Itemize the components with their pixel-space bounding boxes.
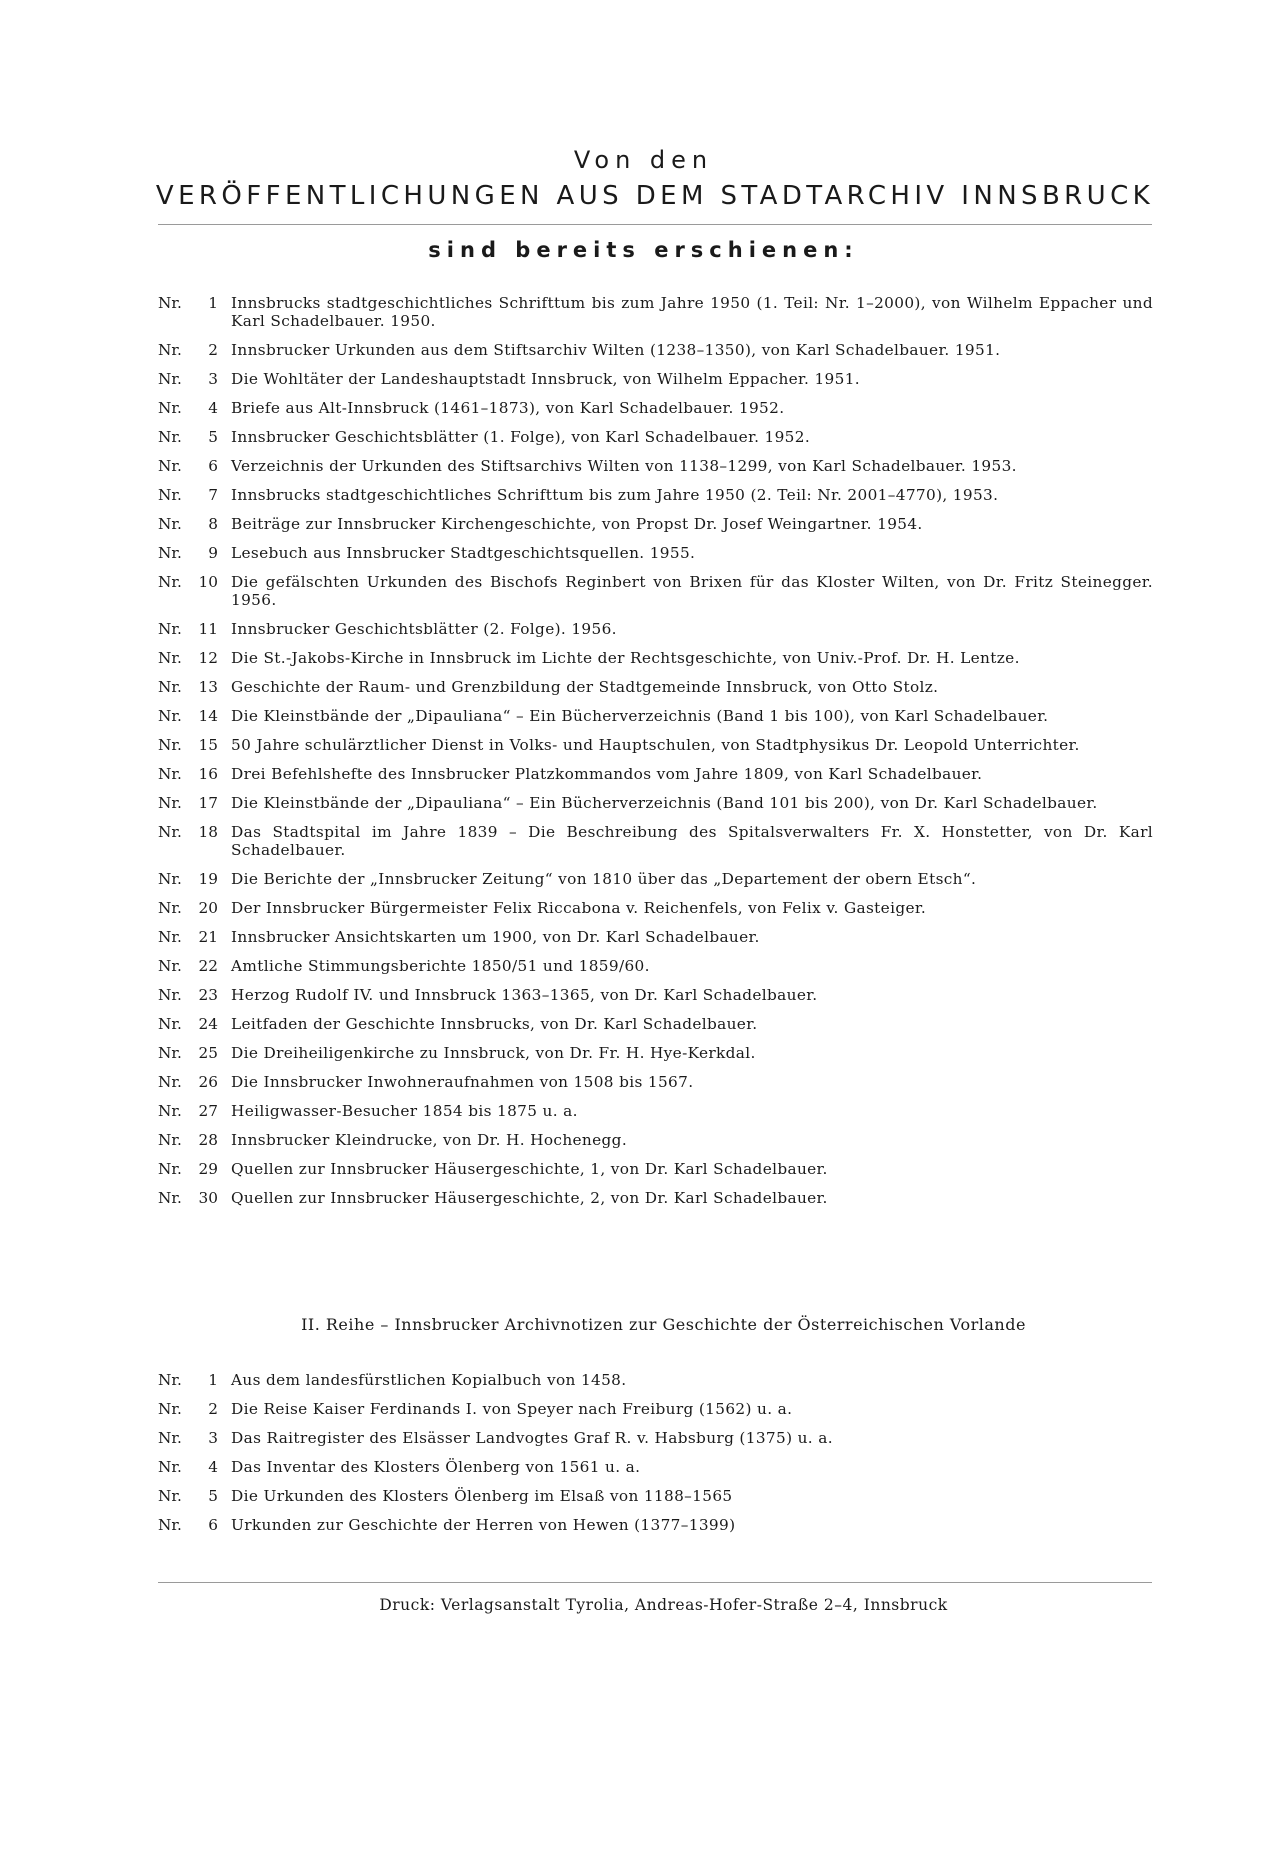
list-item [158, 899, 1153, 917]
item-number-label: Nr. [158, 1458, 182, 1476]
item-number-value: 13 [198, 678, 218, 696]
item-number-label: Nr. [158, 794, 182, 812]
item-title: Beiträge zur Innsbrucker Kirchengeschichte, von Propst Dr. Josef Weingartner. 1954. [231, 515, 923, 533]
item-number [158, 1371, 231, 1389]
item-title: Briefe aus Alt-Innsbruck (1461–1873), von Karl Schadelbauer. 1952. [231, 399, 785, 417]
item-number-label: Nr. [158, 823, 182, 841]
item-number-value: 21 [198, 928, 218, 946]
item-number-value: 8 [208, 515, 218, 533]
printer-imprint: Druck: Verlagsanstalt Tyrolia, Andreas-Hofer-Straße 2–4, Innsbruck [379, 1596, 948, 1614]
list-item [158, 1429, 1153, 1447]
list-item [158, 1073, 1153, 1091]
item-number-label: Nr. [158, 1102, 182, 1120]
list-item [158, 573, 1153, 609]
item-title: Herzog Rudolf IV. und Innsbruck 1363–1365, von Dr. Karl Schadelbauer. [231, 986, 818, 1004]
item-number [158, 573, 231, 609]
item-title: Der Innsbrucker Bürgermeister Felix Riccabona v. Reichenfels, von Felix v. Gasteiger. [231, 899, 927, 917]
list-item [158, 1487, 1153, 1505]
item-number [158, 428, 231, 446]
item-number-label: Nr. [158, 620, 182, 638]
item-number-label: Nr. [158, 457, 182, 475]
item-number-label: Nr. [158, 544, 182, 562]
item-title: Die gefälschten Urkunden des Bischofs Reginbert von Brixen für das Kloster Wilten, von Dr. Fritz Steinegger. 1956. [231, 573, 1153, 609]
item-number-label: Nr. [158, 1400, 182, 1418]
item-title: Aus dem landesfürstlichen Kopialbuch von 1458. [231, 1371, 627, 1389]
item-number-value: 1 [208, 1371, 218, 1389]
item-title: Das Raitregister des Elsässer Landvogtes Graf R. v. Habsburg (1375) u. a. [231, 1429, 833, 1447]
list-item [158, 1400, 1153, 1418]
list-item [158, 649, 1153, 667]
item-number [158, 678, 231, 696]
item-number-value: 11 [198, 620, 218, 638]
item-number-label: Nr. [158, 1429, 182, 1447]
item-title: Geschichte der Raum- und Grenzbildung der Stadtgemeinde Innsbruck, von Otto Stolz. [231, 678, 939, 696]
item-number [158, 1044, 231, 1062]
item-number-value: 15 [198, 736, 218, 754]
item-number [158, 870, 231, 888]
item-title: Quellen zur Innsbrucker Häusergeschichte, 2, von Dr. Karl Schadelbauer. [231, 1189, 828, 1207]
list-item [158, 678, 1153, 696]
item-number-value: 2 [208, 1400, 218, 1418]
series2-list [158, 1371, 1153, 1545]
item-number-label: Nr. [158, 1371, 182, 1389]
item-number [158, 544, 231, 562]
item-number-value: 6 [208, 457, 218, 475]
item-number-value: 26 [198, 1073, 218, 1091]
list-item [158, 428, 1153, 446]
item-number-value: 5 [208, 1487, 218, 1505]
list-item [158, 620, 1153, 638]
item-title: Innsbrucker Geschichtsblätter (2. Folge). 1956. [231, 620, 617, 638]
item-title: Leitfaden der Geschichte Innsbrucks, von Dr. Karl Schadelbauer. [231, 1015, 758, 1033]
item-title: Quellen zur Innsbrucker Häusergeschichte, 1, von Dr. Karl Schadelbauer. [231, 1160, 828, 1178]
item-title: 50 Jahre schulärztlicher Dienst in Volks- und Hauptschulen, von Stadtphysikus Dr. Leopold Unterrichter. [231, 736, 1080, 754]
item-number-value: 9 [208, 544, 218, 562]
item-number [158, 1102, 231, 1120]
item-number-value: 30 [198, 1189, 218, 1207]
item-title: Amtliche Stimmungsberichte 1850/51 und 1859/60. [231, 957, 650, 975]
item-number-value: 18 [198, 823, 218, 841]
item-number-value: 7 [208, 486, 218, 504]
list-item [158, 1131, 1153, 1149]
item-title: Innsbrucker Urkunden aus dem Stiftsarchiv Wilten (1238–1350), von Karl Schadelbauer. 1951. [231, 341, 1001, 359]
item-number-label: Nr. [158, 573, 182, 591]
item-number-label: Nr. [158, 486, 182, 504]
heading-title: VERÖFFENTLICHUNGEN AUS DEM STADTARCHIV INNSBRUCK [155, 181, 1155, 211]
heading-erschienen: sind bereits erschienen: [428, 238, 859, 262]
item-number-label: Nr. [158, 1073, 182, 1091]
item-number [158, 1516, 231, 1534]
item-title: Innsbrucker Kleindrucke, von Dr. H. Hochenegg. [231, 1131, 628, 1149]
item-number-label: Nr. [158, 1516, 182, 1534]
item-number [158, 707, 231, 725]
item-number-value: 4 [208, 1458, 218, 1476]
item-number-value: 1 [208, 294, 218, 312]
item-title: Innsbrucks stadtgeschichtliches Schrifttum bis zum Jahre 1950 (1. Teil: Nr. 1–2000), von Wilhelm Eppacher und Karl Schadelbauer. 1950. [231, 294, 1153, 330]
item-number-label: Nr. [158, 736, 182, 754]
item-number-label: Nr. [158, 899, 182, 917]
item-title: Die Kleinstbände der „Dipauliana“ – Ein Bücherverzeichnis (Band 101 bis 200), von Dr. Karl Schadelbauer. [231, 794, 1098, 812]
item-number [158, 1458, 231, 1476]
item-number-value: 17 [198, 794, 218, 812]
list-item [158, 707, 1153, 725]
item-number [158, 1015, 231, 1033]
list-item [158, 294, 1153, 330]
item-number-label: Nr. [158, 515, 182, 533]
item-title: Das Inventar des Klosters Ölenberg von 1561 u. a. [231, 1458, 641, 1476]
item-number [158, 986, 231, 1004]
item-number [158, 736, 231, 754]
list-item [158, 399, 1153, 417]
item-number-label: Nr. [158, 1487, 182, 1505]
item-number-value: 14 [198, 707, 218, 725]
list-item [158, 1458, 1153, 1476]
item-title: Innsbrucker Geschichtsblätter (1. Folge), von Karl Schadelbauer. 1952. [231, 428, 811, 446]
heading-von-den: Von den [573, 146, 714, 174]
item-title: Die Innsbrucker Inwohneraufnahmen von 1508 bis 1567. [231, 1073, 694, 1091]
item-number [158, 1189, 231, 1207]
item-number-value: 20 [198, 899, 218, 917]
list-item [158, 736, 1153, 754]
list-item [158, 1044, 1153, 1062]
list-item [158, 957, 1153, 975]
item-number [158, 1429, 231, 1447]
item-title: Drei Befehlshefte des Innsbrucker Platzkommandos vom Jahre 1809, von Karl Schadelbauer. [231, 765, 983, 783]
item-number-value: 2 [208, 341, 218, 359]
item-title: Innsbrucks stadtgeschichtliches Schrifttum bis zum Jahre 1950 (2. Teil: Nr. 2001–4770), 1953. [231, 486, 999, 504]
item-number [158, 341, 231, 359]
item-number-label: Nr. [158, 1044, 182, 1062]
item-number-label: Nr. [158, 870, 182, 888]
item-title: Die Dreiheiligenkirche zu Innsbruck, von Dr. Fr. H. Hye-Kerkdal. [231, 1044, 756, 1062]
list-item [158, 794, 1153, 812]
item-number-value: 19 [198, 870, 218, 888]
item-number-label: Nr. [158, 1015, 182, 1033]
list-item [158, 544, 1153, 562]
footer-divider [158, 1582, 1152, 1583]
list-item [158, 1015, 1153, 1033]
item-number-label: Nr. [158, 1160, 182, 1178]
item-number [158, 486, 231, 504]
list-item [158, 1160, 1153, 1178]
item-title: Die Wohltäter der Landeshauptstadt Innsbruck, von Wilhelm Eppacher. 1951. [231, 370, 860, 388]
list-item [158, 341, 1153, 359]
item-title: Die Urkunden des Klosters Ölenberg im Elsaß von 1188–1565 [231, 1487, 733, 1505]
item-title: Die Reise Kaiser Ferdinands I. von Speyer nach Freiburg (1562) u. a. [231, 1400, 793, 1418]
item-number-value: 10 [198, 573, 218, 591]
item-number [158, 294, 231, 330]
series2-title: II. Reihe – Innsbrucker Archivnotizen zur Geschichte der Österreichischen Vorlande [301, 1315, 1026, 1334]
item-number-value: 16 [198, 765, 218, 783]
item-number [158, 1160, 231, 1178]
item-number-label: Nr. [158, 928, 182, 946]
item-number-label: Nr. [158, 341, 182, 359]
list-item [158, 986, 1153, 1004]
item-number-label: Nr. [158, 957, 182, 975]
item-number [158, 1131, 231, 1149]
item-number [158, 794, 231, 812]
item-number [158, 370, 231, 388]
list-item [158, 515, 1153, 533]
list-item [158, 486, 1153, 504]
item-title: Die Berichte der „Innsbrucker Zeitung“ von 1810 über das „Departement der obern Etsch“. [231, 870, 977, 888]
list-item [158, 370, 1153, 388]
item-number [158, 620, 231, 638]
list-item [158, 928, 1153, 946]
item-number [158, 1487, 231, 1505]
list-item [158, 765, 1153, 783]
item-number-label: Nr. [158, 765, 182, 783]
list-item [158, 457, 1153, 475]
item-number-label: Nr. [158, 986, 182, 1004]
item-title: Urkunden zur Geschichte der Herren von Hewen (1377–1399) [231, 1516, 736, 1534]
item-title: Das Stadtspital im Jahre 1839 – Die Beschreibung des Spitalsverwalters Fr. X. Honstetter, von Dr. Karl Schadelbauer. [231, 823, 1153, 859]
item-number [158, 1073, 231, 1091]
list-item [158, 870, 1153, 888]
item-number-value: 25 [198, 1044, 218, 1062]
item-number-label: Nr. [158, 1131, 182, 1149]
item-number [158, 1400, 231, 1418]
item-number-label: Nr. [158, 1189, 182, 1207]
list-item [158, 1102, 1153, 1120]
list-item [158, 1516, 1153, 1534]
item-number-value: 24 [198, 1015, 218, 1033]
item-number-label: Nr. [158, 294, 182, 312]
item-number-label: Nr. [158, 649, 182, 667]
item-number-value: 29 [198, 1160, 218, 1178]
item-title: Die St.-Jakobs-Kirche in Innsbruck im Lichte der Rechtsgeschichte, von Univ.-Prof. Dr. H. Lentze. [231, 649, 1020, 667]
item-number-value: 3 [208, 1429, 218, 1447]
item-number-value: 6 [208, 1516, 218, 1534]
item-number [158, 957, 231, 975]
item-number-label: Nr. [158, 428, 182, 446]
item-number-value: 3 [208, 370, 218, 388]
item-number [158, 457, 231, 475]
item-number-value: 5 [208, 428, 218, 446]
item-title: Die Kleinstbände der „Dipauliana“ – Ein Bücherverzeichnis (Band 1 bis 100), von Karl Schadelbauer. [231, 707, 1049, 725]
list-item [158, 1371, 1153, 1389]
item-number-value: 27 [198, 1102, 218, 1120]
item-number-value: 4 [208, 399, 218, 417]
item-title: Innsbrucker Ansichtskarten um 1900, von Dr. Karl Schadelbauer. [231, 928, 760, 946]
item-number-label: Nr. [158, 370, 182, 388]
item-number-label: Nr. [158, 707, 182, 725]
item-title: Lesebuch aus Innsbrucker Stadtgeschichtsquellen. 1955. [231, 544, 696, 562]
item-number-label: Nr. [158, 399, 182, 417]
list-item [158, 823, 1153, 859]
item-number-value: 12 [198, 649, 218, 667]
item-number-value: 23 [198, 986, 218, 1004]
title-divider [158, 224, 1152, 225]
item-number-label: Nr. [158, 678, 182, 696]
item-number [158, 399, 231, 417]
item-number [158, 765, 231, 783]
item-number [158, 823, 231, 859]
publication-list [158, 294, 1153, 1218]
item-number-value: 22 [198, 957, 218, 975]
item-number [158, 928, 231, 946]
item-number [158, 649, 231, 667]
item-title: Heiligwasser-Besucher 1854 bis 1875 u. a. [231, 1102, 578, 1120]
item-number [158, 899, 231, 917]
item-title: Verzeichnis der Urkunden des Stiftsarchivs Wilten von 1138–1299, von Karl Schadelbauer. 1953. [231, 457, 1017, 475]
item-number-value: 28 [198, 1131, 218, 1149]
item-number [158, 515, 231, 533]
list-item [158, 1189, 1153, 1207]
